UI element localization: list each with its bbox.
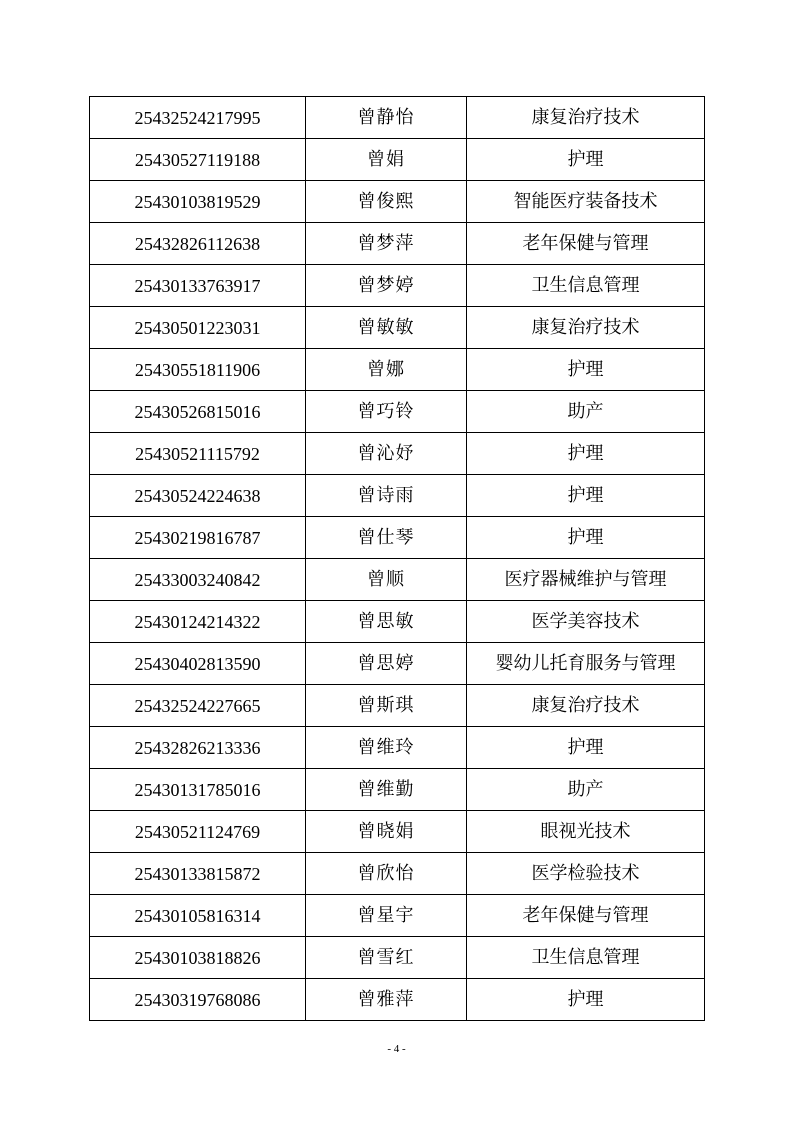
table-row (90, 433, 705, 475)
major-cell: 护理 (467, 727, 705, 769)
table-row (90, 601, 705, 643)
table-row (90, 97, 705, 139)
major-cell: 护理 (467, 475, 705, 517)
student-id-cell: 25430527119188 (90, 139, 306, 181)
major-cell: 助产 (467, 769, 705, 811)
major-cell: 医学美容技术 (467, 601, 705, 643)
student-name-cell: 曾思婷 (306, 643, 467, 685)
major-cell: 智能医疗装备技术 (467, 181, 705, 223)
student-name-cell: 曾星宇 (306, 895, 467, 937)
table-row (90, 307, 705, 349)
major-cell: 卫生信息管理 (467, 937, 705, 979)
student-name-cell: 曾仕琴 (306, 517, 467, 559)
student-name-cell: 曾思敏 (306, 601, 467, 643)
student-id-cell: 25430105816314 (90, 895, 306, 937)
student-roster-table (89, 96, 705, 1021)
student-id-cell: 25430402813590 (90, 643, 306, 685)
table-row (90, 223, 705, 265)
student-name-cell: 曾娟 (306, 139, 467, 181)
student-id-cell: 25430124214322 (90, 601, 306, 643)
student-id-cell: 25430319768086 (90, 979, 306, 1021)
table-row (90, 895, 705, 937)
major-cell: 医学检验技术 (467, 853, 705, 895)
student-name-cell: 曾晓娟 (306, 811, 467, 853)
major-cell: 康复治疗技术 (467, 97, 705, 139)
table-row (90, 139, 705, 181)
major-cell: 护理 (467, 349, 705, 391)
student-name-cell: 曾诗雨 (306, 475, 467, 517)
major-cell: 眼视光技术 (467, 811, 705, 853)
student-name-cell: 曾雅萍 (306, 979, 467, 1021)
major-cell: 婴幼儿托育服务与管理 (467, 643, 705, 685)
student-name-cell: 曾沁妤 (306, 433, 467, 475)
student-id-cell: 25432826213336 (90, 727, 306, 769)
major-cell: 护理 (467, 433, 705, 475)
major-cell: 护理 (467, 517, 705, 559)
table-row (90, 853, 705, 895)
table-row (90, 685, 705, 727)
student-id-cell: 25432524217995 (90, 97, 306, 139)
major-cell: 医疗器械维护与管理 (467, 559, 705, 601)
student-name-cell: 曾雪红 (306, 937, 467, 979)
major-cell: 护理 (467, 979, 705, 1021)
student-id-cell: 25430524224638 (90, 475, 306, 517)
table-row (90, 811, 705, 853)
student-name-cell: 曾静怡 (306, 97, 467, 139)
student-id-cell: 25430219816787 (90, 517, 306, 559)
student-name-cell: 曾欣怡 (306, 853, 467, 895)
table-row (90, 349, 705, 391)
major-cell: 护理 (467, 139, 705, 181)
major-cell: 康复治疗技术 (467, 685, 705, 727)
table-row (90, 769, 705, 811)
table-row (90, 559, 705, 601)
student-id-cell: 25432524227665 (90, 685, 306, 727)
table-row (90, 517, 705, 559)
table-row (90, 391, 705, 433)
student-name-cell: 曾俊熙 (306, 181, 467, 223)
student-id-cell: 25430133815872 (90, 853, 306, 895)
table-row (90, 979, 705, 1021)
student-name-cell: 曾敏敏 (306, 307, 467, 349)
student-id-cell: 25430551811906 (90, 349, 306, 391)
student-name-cell: 曾维勤 (306, 769, 467, 811)
student-name-cell: 曾巧铃 (306, 391, 467, 433)
page-number: - 4 - (387, 1043, 406, 1055)
student-id-cell: 25430521115792 (90, 433, 306, 475)
table-row (90, 265, 705, 307)
major-cell: 卫生信息管理 (467, 265, 705, 307)
roster-body (90, 97, 705, 1021)
student-name-cell: 曾梦婷 (306, 265, 467, 307)
student-id-cell: 25430521124769 (90, 811, 306, 853)
major-cell: 老年保健与管理 (467, 895, 705, 937)
table-row (90, 181, 705, 223)
major-cell: 康复治疗技术 (467, 307, 705, 349)
student-name-cell: 曾顺 (306, 559, 467, 601)
table-row (90, 937, 705, 979)
student-name-cell: 曾维玲 (306, 727, 467, 769)
student-id-cell: 25432826112638 (90, 223, 306, 265)
table-row (90, 475, 705, 517)
table-row (90, 643, 705, 685)
major-cell: 老年保健与管理 (467, 223, 705, 265)
student-name-cell: 曾娜 (306, 349, 467, 391)
student-id-cell: 25430131785016 (90, 769, 306, 811)
student-id-cell: 25430103818826 (90, 937, 306, 979)
student-id-cell: 25433003240842 (90, 559, 306, 601)
student-id-cell: 25430501223031 (90, 307, 306, 349)
major-cell: 助产 (467, 391, 705, 433)
student-id-cell: 25430103819529 (90, 181, 306, 223)
student-name-cell: 曾梦萍 (306, 223, 467, 265)
student-name-cell: 曾斯琪 (306, 685, 467, 727)
student-id-cell: 25430526815016 (90, 391, 306, 433)
student-id-cell: 25430133763917 (90, 265, 306, 307)
table-row (90, 727, 705, 769)
